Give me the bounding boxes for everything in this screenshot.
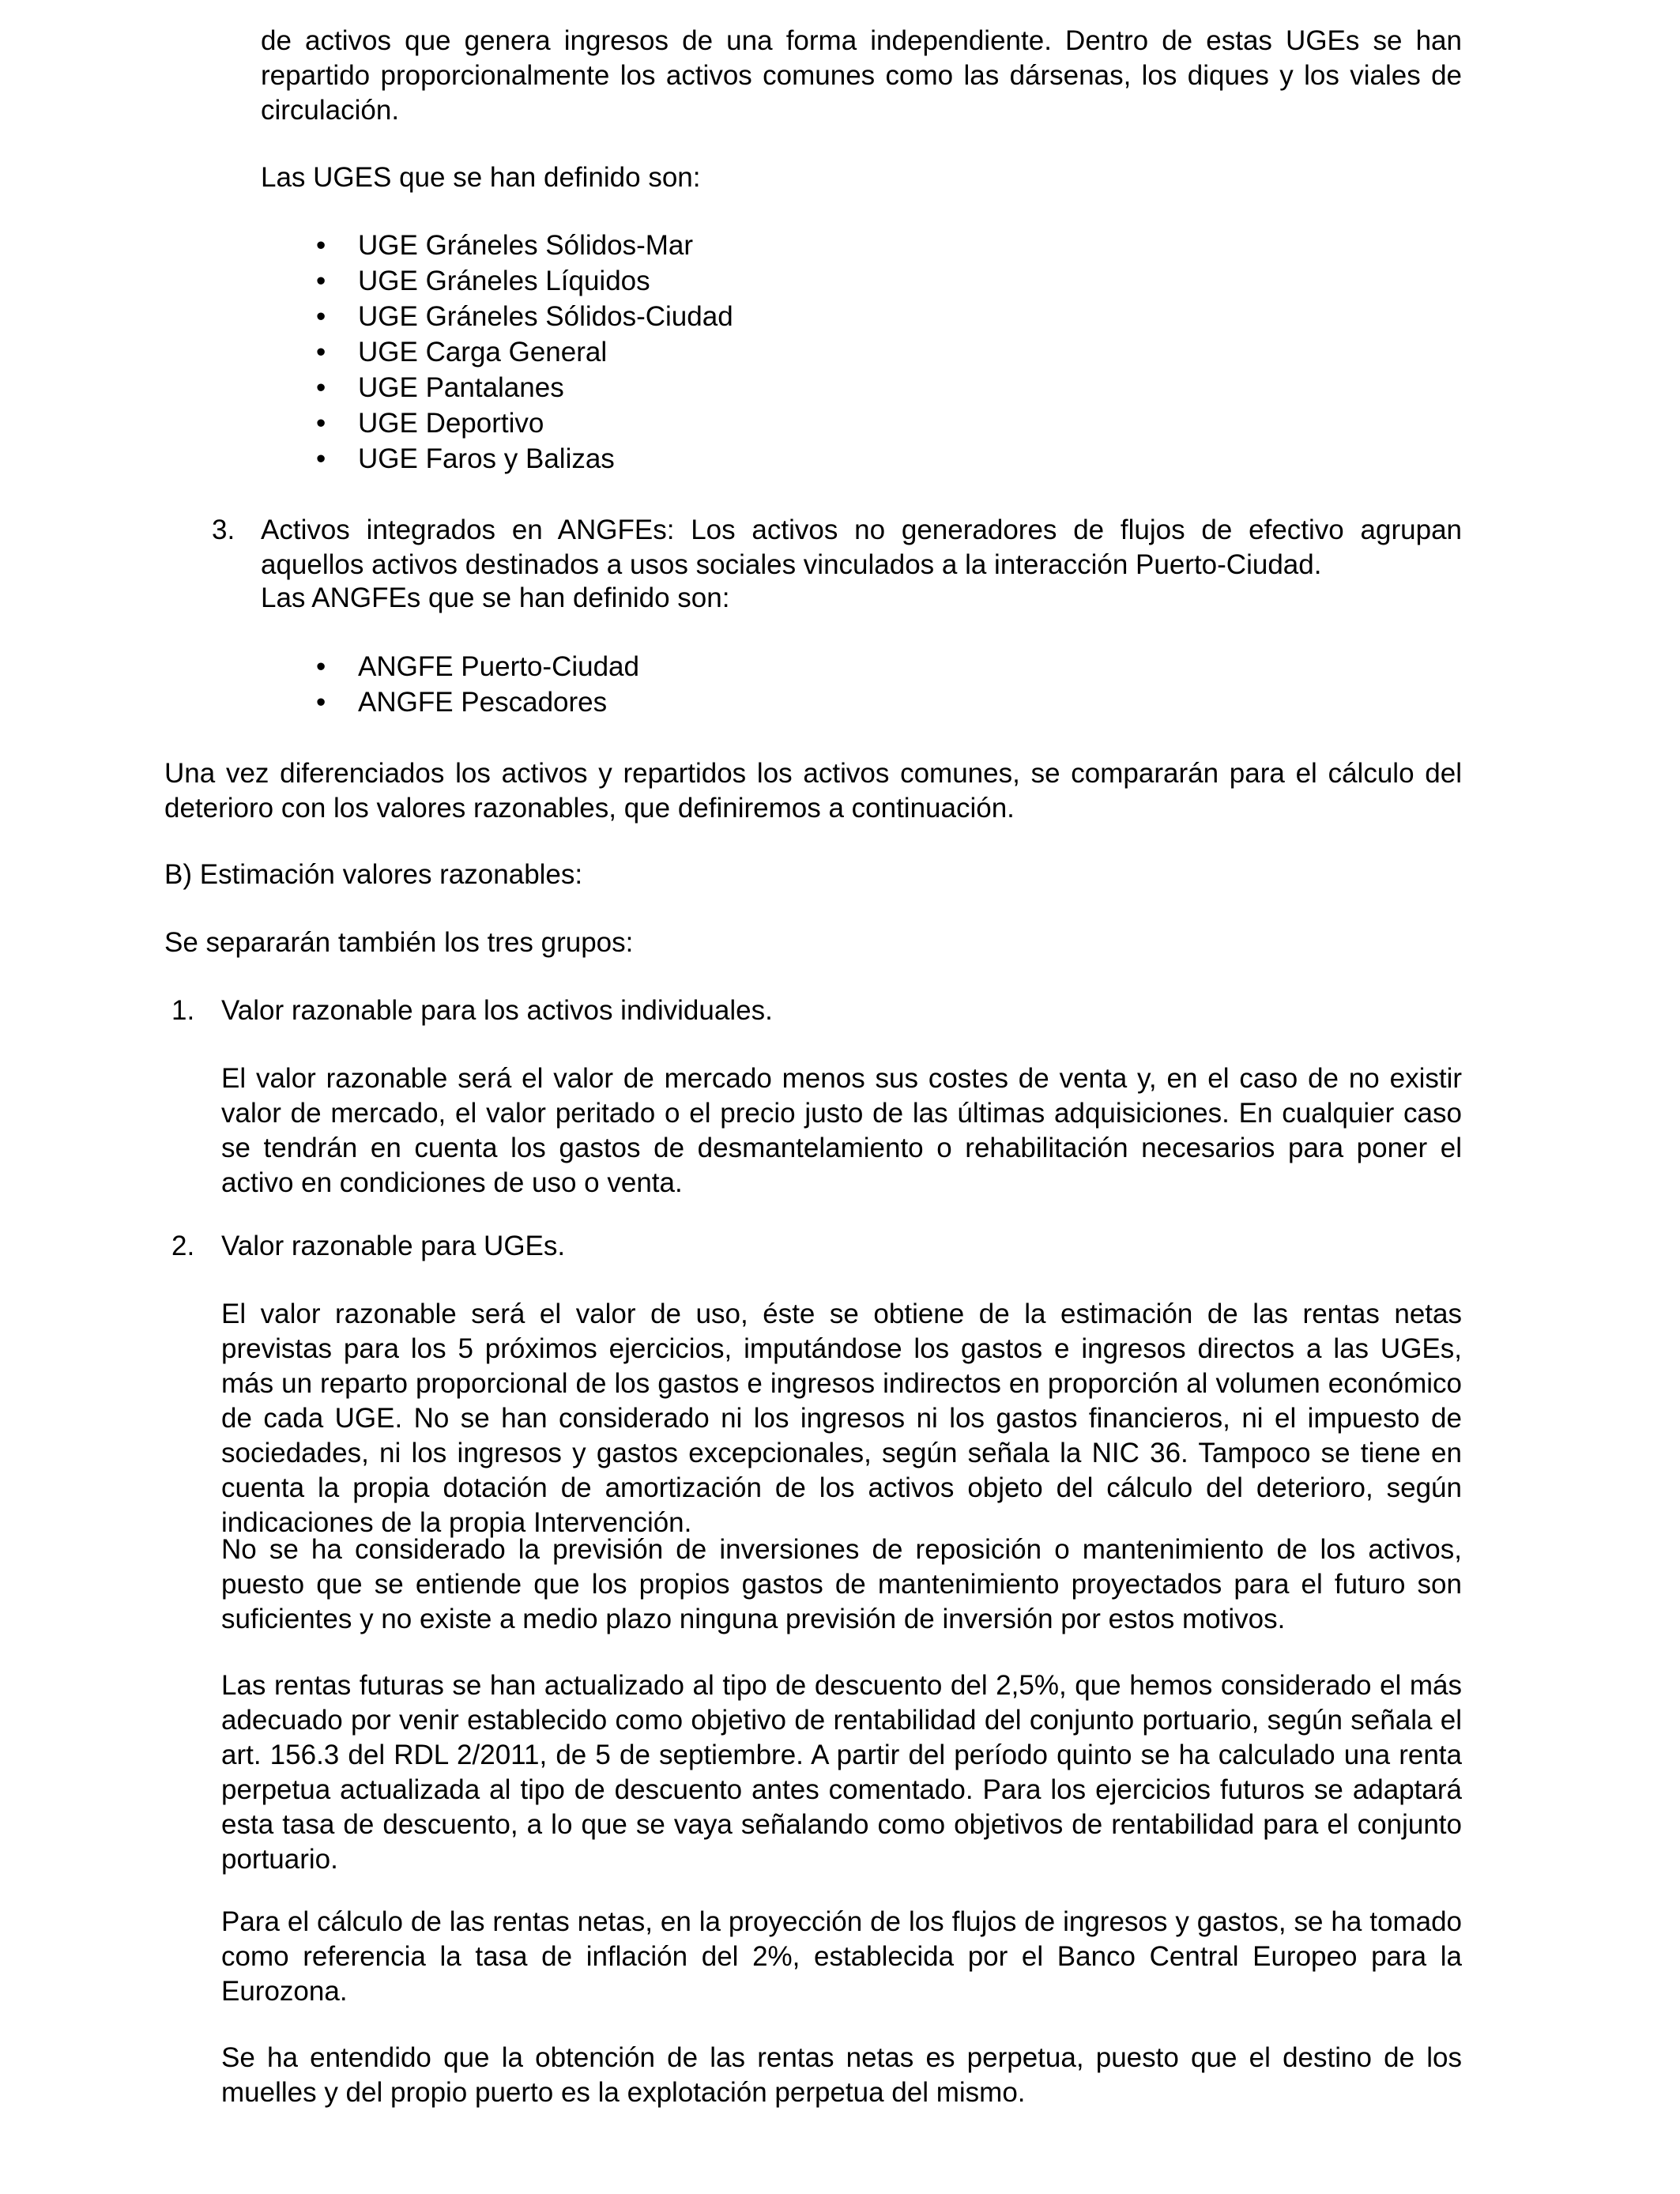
item-2-paragraph-5: Se ha entendido que la obtención de las rentas netas es perpetua, puesto que el destino de los muelles y del propio puerto es la explotación perpetua del mismo. (221, 2042, 1462, 2108)
list-item: • UGE Gráneles Sólidos-Mar (358, 228, 1385, 264)
item-2-title: Valor razonable para UGEs. (221, 1231, 566, 1261)
list-item: • ANGFE Puerto-Ciudad (358, 650, 1385, 685)
list-item: • UGE Deportivo (358, 406, 1385, 442)
uges-heading: Las UGES que se han definido son: (261, 162, 701, 193)
section-3-subheading: Las ANGFEs que se han definido son: (261, 582, 730, 613)
item-1-title: Valor razonable para los activos individuales. (221, 995, 773, 1026)
bullet-icon: • (316, 337, 326, 368)
list-item: • ANGFE Pescadores (358, 685, 1385, 721)
bullet-icon: • (316, 408, 326, 439)
list-item: • UGE Faros y Balizas (358, 442, 1385, 477)
bullet-icon: • (316, 372, 326, 403)
item-1-number: 1. (171, 995, 195, 1026)
summary-paragraph: Una vez diferenciados los activos y repartidos los activos comunes, se compararán para el cálculo del deterioro con los valores razonables, que definiremos a continuación. (164, 758, 1462, 824)
item-2-paragraph-4: Para el cálculo de las rentas netas, en la proyección de los flujos de ingresos y gastos, se ha tomado como referencia la tasa de inflación del 2%, establecida por el Banco Central Europeo para la Eurozona. (221, 1906, 1462, 2007)
item-2-number: 2. (171, 1231, 195, 1261)
section-3-number: 3. (212, 515, 235, 545)
list-item: • UGE Carga General (358, 335, 1385, 371)
list-item: • UGE Gráneles Sólidos-Ciudad (358, 300, 1385, 335)
list-item: • UGE Pantalanes (358, 371, 1385, 406)
bullet-icon: • (316, 301, 326, 332)
intro-paragraph: de activos que genera ingresos de una forma independiente. Dentro de estas UGEs se han repartido proporcionalmente los activos comunes como las dársenas, los diques y los viales de circulación. (261, 25, 1462, 126)
bullet-icon: • (316, 443, 326, 474)
list-item: • UGE Gráneles Líquidos (358, 264, 1385, 300)
item-2-paragraph-2: No se ha considerado la previsión de inversiones de reposición o mantenimiento de los activos, puesto que se entiende que los propios gastos de mantenimiento proyectados para el futuro son suficientes y no existe a medio plazo ninguna previsión de inversión por estos motivos. (221, 1534, 1462, 1634)
item-2-paragraph-1: El valor razonable será el valor de uso, éste se obtiene de la estimación de las rentas netas previstas para los 5 próximos ejercicios, imputándose los gastos e ingresos directos a las UGEs, más un reparto proporcional de los gastos e ingresos indirectos en proporción al volumen económico de cada UGE. No se han considerado ni los ingresos ni los gastos financieros, ni el impuesto de sociedades, ni los ingresos y gastos excepcionales, según señala la NIC 36. Tampoco se tiene en cuenta la propia dotación de amortización de los activos objeto del cálculo del deterioro, según indicaciones de la propia Intervención. (221, 1299, 1462, 1538)
item-2-paragraph-3: Las rentas futuras se han actualizado al tipo de descuento del 2,5%, que hemos considerado el más adecuado por venir establecido como objetivo de rentabilidad del conjunto portuario, según señala el art. 156.3 del RDL 2/2011, de 5 de septiembre. A partir del período quinto se ha calculado una renta perpetua actualizada al tipo de descuento antes comentado. Para los ejercicios futuros se adaptará esta tasa de descuento, a lo que se vaya señalando como objetivos de rentabilidad para el conjunto portuario. (221, 1670, 1462, 1875)
bullet-icon: • (316, 687, 326, 718)
groups-intro: Se separarán también los tres grupos: (164, 927, 634, 958)
uge-list (316, 228, 1385, 477)
angfe-list (316, 650, 1385, 721)
bullet-icon: • (316, 266, 326, 296)
bullet-icon: • (316, 230, 326, 261)
item-1-paragraph: El valor razonable será el valor de mercado menos sus costes de venta y, en el caso de no existir valor de mercado, el valor peritado o el precio justo de las últimas adquisiciones. En cualquier caso se tendrán en cuenta los gastos de desmantelamiento o rehabilitación necesarios para poner el activo en condiciones de uso o venta. (221, 1063, 1462, 1198)
section-b-title: B) Estimación valores razonables: (164, 859, 583, 890)
bullet-icon: • (316, 651, 326, 682)
section-3-text: Activos integrados en ANGFEs: Los activos no generadores de flujos de efectivo agrupan aquellos activos destinados a usos sociales vinculados a la interacción Puerto-Ciudad. (261, 515, 1462, 580)
